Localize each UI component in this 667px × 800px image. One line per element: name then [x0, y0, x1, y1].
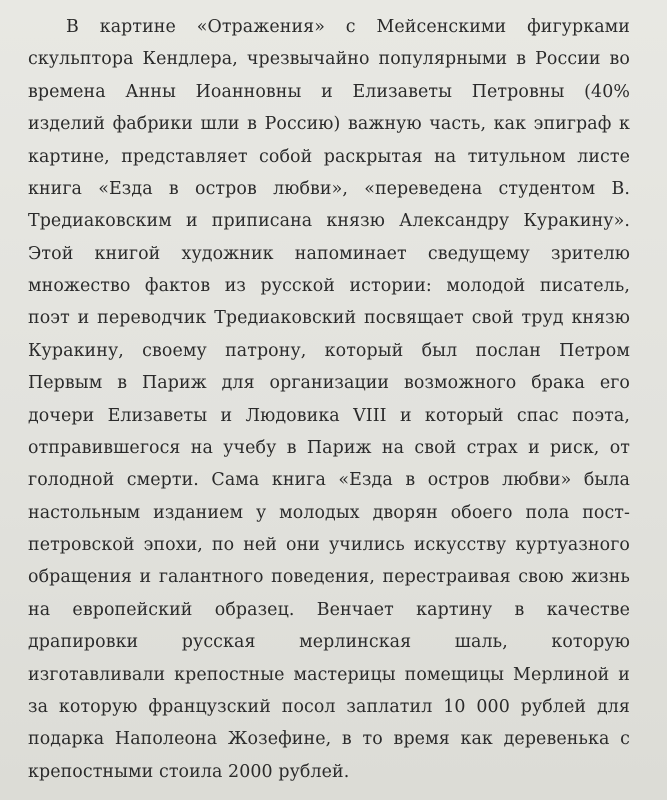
text-line: Первым в Париж для организации возможного брака его	[28, 373, 630, 394]
text-line: голодной смерти. Сама книга «Езда в остров любви» была	[28, 470, 630, 491]
text-line: петровской эпохи, по ней они учились искусству куртуазного	[28, 535, 630, 555]
text-line: за которую французский посол заплатил 10 000 рублей для	[28, 696, 630, 717]
text-line: дочери Елизаветы и Людовика VIII и который спас поэта,	[28, 405, 630, 426]
text-line: скульптора Кендлера, чрезвычайно популярными в России во	[28, 49, 630, 70]
text-line: крепостными стоила 2000 рублей.	[28, 761, 350, 782]
text-line: В картине «Отражения» с Мейсенскими фигурками	[66, 17, 630, 37]
text-line: подарка Наполеона Жозефине, в то время как деревенька с	[28, 729, 630, 750]
text-line: отправившегося на учебу в Париж на свой страх и риск, от	[28, 437, 630, 458]
text-line: книга «Езда в остров любви», «переведена студентом В.	[28, 178, 630, 199]
text-line: настольным изданием у молодых дворян обоего пола пост-	[28, 502, 630, 523]
text-line: времена Анны Иоанновны и Елизаветы Петровны (40%	[28, 81, 630, 102]
text-line: изделий фабрики шли в Россию) важную часть, как эпиграф к	[28, 114, 630, 135]
text-line: драпировки русская мерлинская шаль, которую	[28, 632, 630, 653]
text-line: изготавливали крепостные мастерицы помещицы Мерлиной и	[28, 664, 630, 685]
text-line: Этой книгой художник напоминает сведущему зрителю	[28, 243, 630, 264]
text-line: Куракину, своему патрону, который был послан Петром	[28, 340, 630, 361]
text-line: Тредиаковским и приписана князю Александру Куракину».	[28, 211, 630, 232]
text-line: множество фактов из русской истории: молодой писатель,	[28, 276, 630, 296]
text-line: поэт и переводчик Тредиаковский посвящает свой труд князю	[28, 308, 630, 329]
text-line: на европейский образец. Венчает картину в качестве	[28, 599, 630, 620]
text-line: обращения и галантного поведения, перестраивая свою жизнь	[28, 567, 630, 588]
text-line: картине, представляет собой раскрытая на титульном листе	[28, 146, 630, 167]
